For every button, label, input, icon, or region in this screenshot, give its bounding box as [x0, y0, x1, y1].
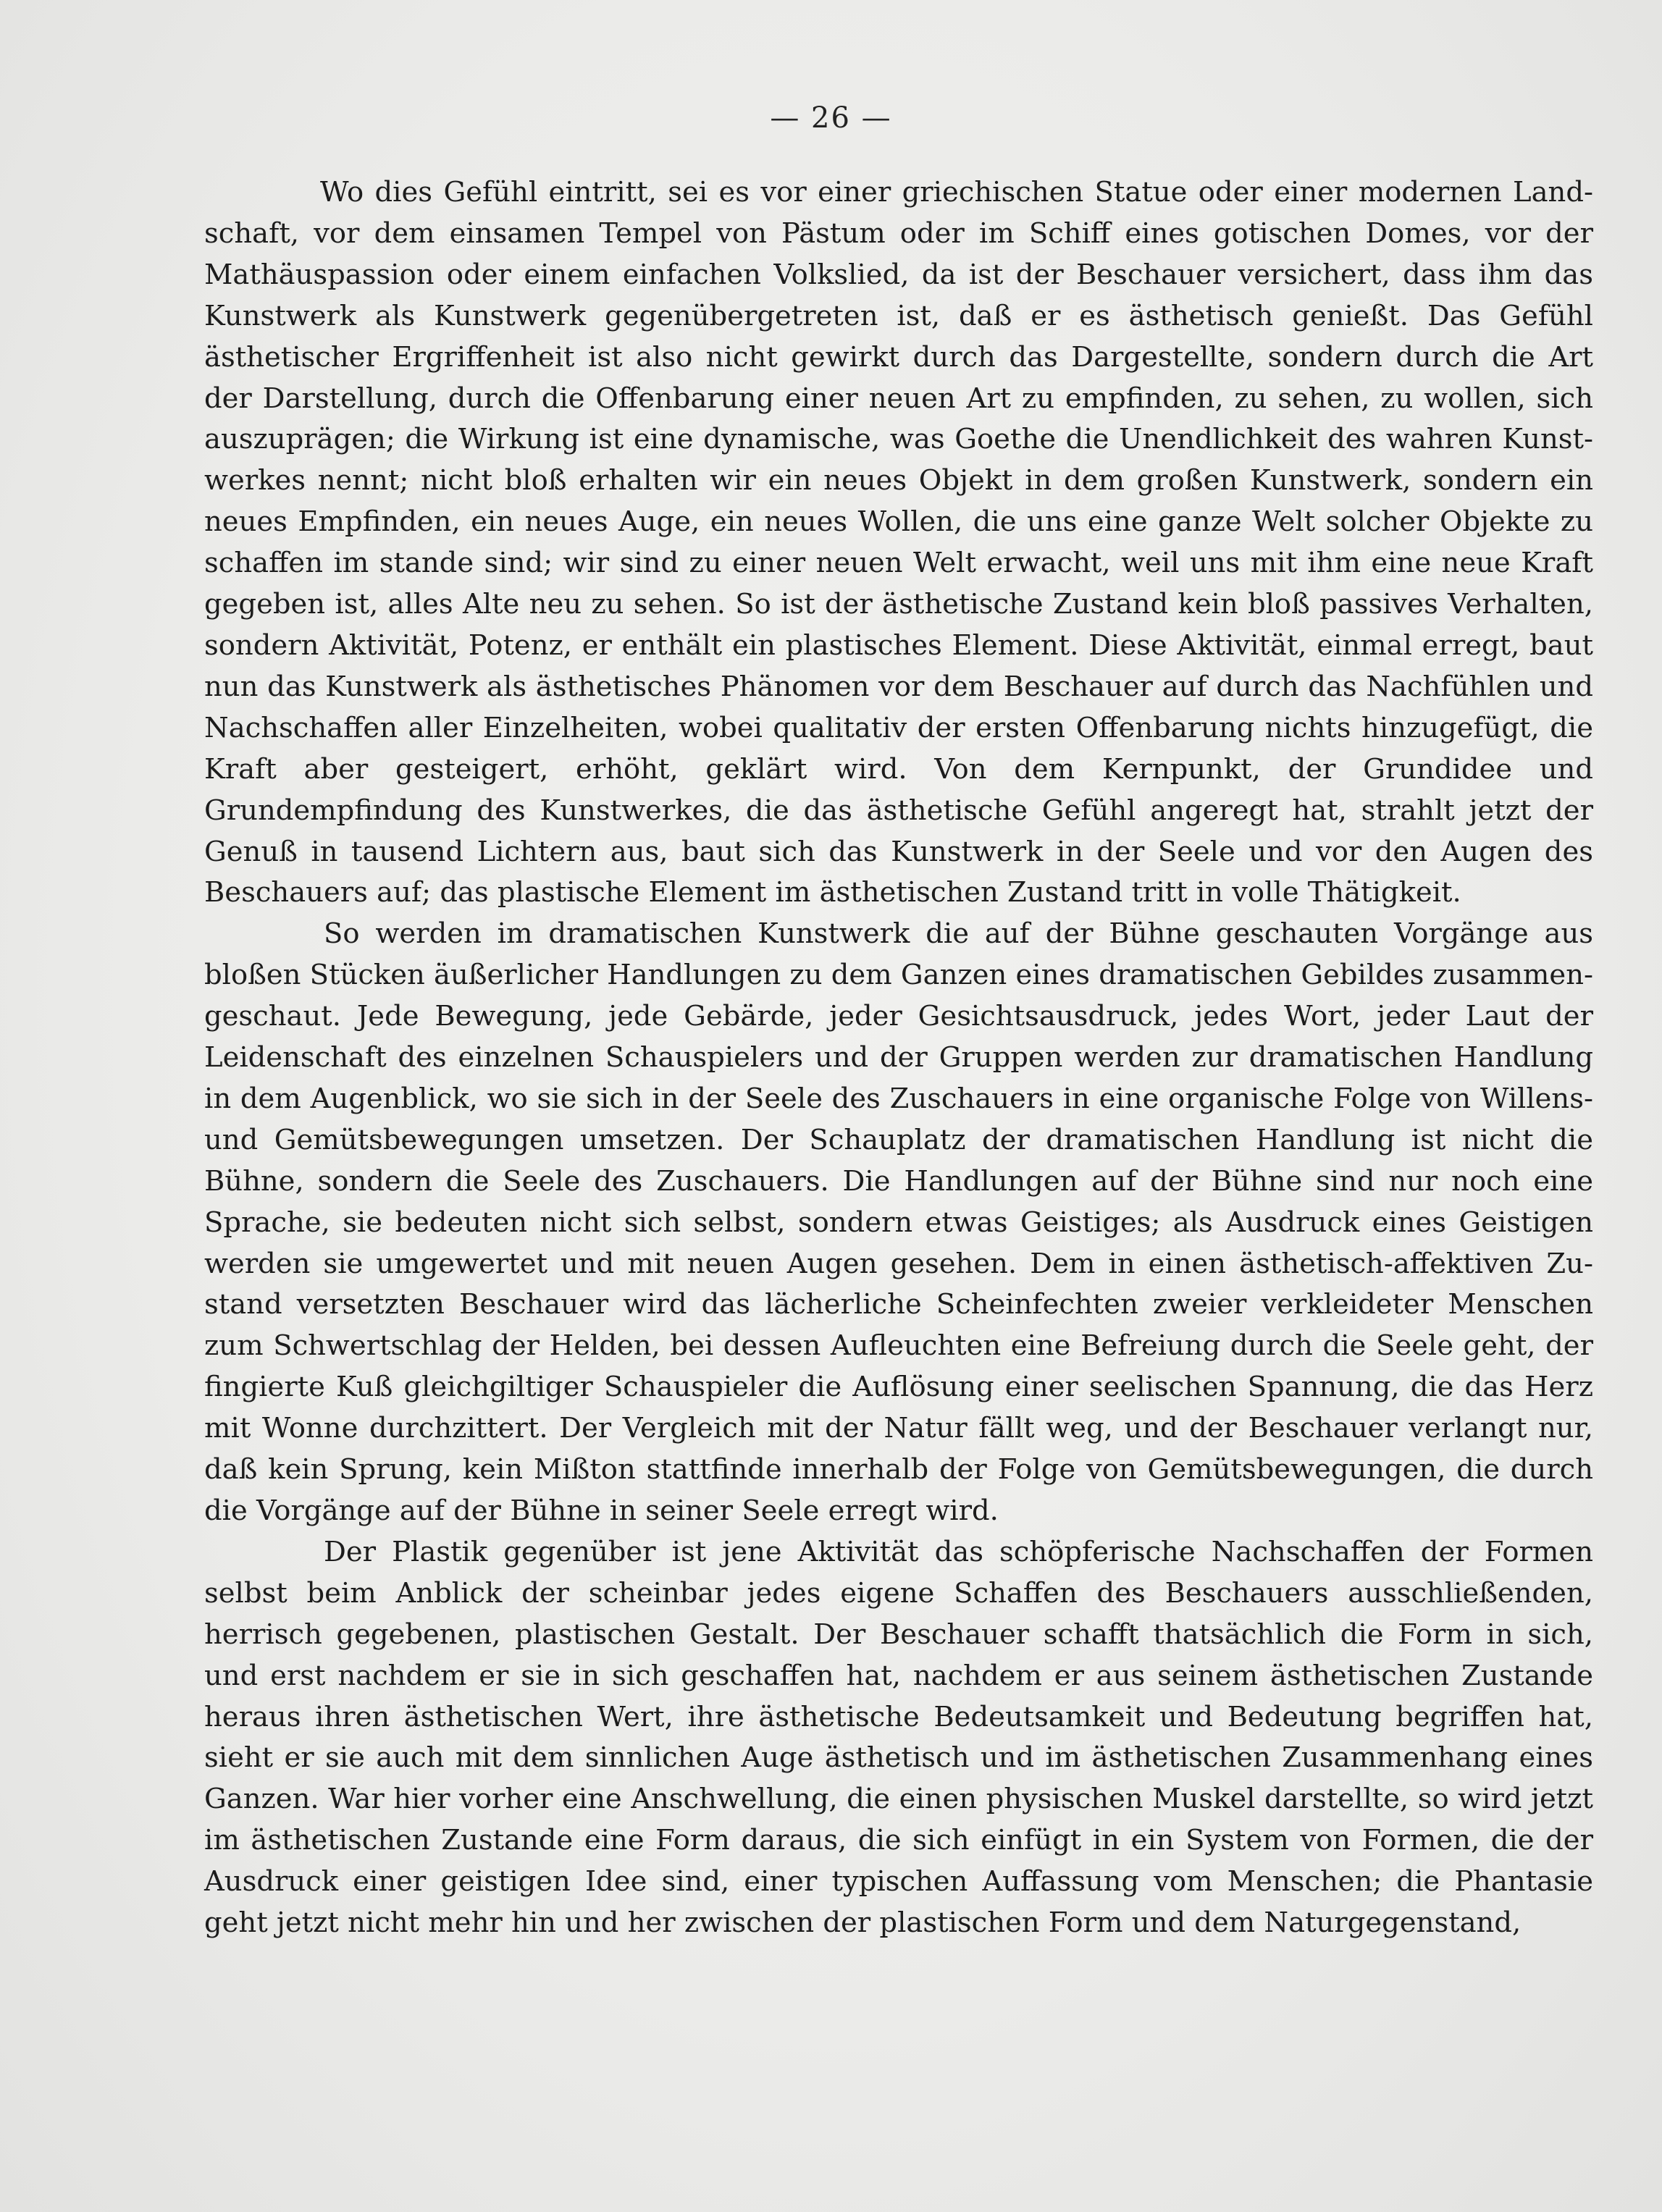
paragraph-2: So werden im dramatischen Kunstwerk die auf der Bühne geschauten Vorgänge aus bloßen Stücken äußerlicher Handlungen zu dem Ganzen eines dramatischen Gebildes zusammengeschaut. Jede Bewegung, jede Gebärde, jeder Gesichtsausdruck, jedes Wort, jeder Laut der Leidenschaft des einzelnen Schauspielers und der Gruppen werden zur dramatischen Handlung in dem Augenblick, wo sie sich in der Seele des Zuschauers in eine organische Folge von Willens- und Gemütsbewegungen umsetzen. Der Schauplatz der dramatischen Handlung ist nicht die Bühne, sondern die Seele des Zuschauers. Die Handlungen auf der Bühne sind nur noch eine Sprache, sie bedeuten nicht sich selbst, sondern etwas Geistiges; als Ausdruck eines Geistigen werden sie umgewertet und mit neuen Augen gesehen. Dem in einen ästhetisch-affektiven Zustand versetzten Beschauer wird das lächerliche Scheinfechten zweier verkleideter Menschen zum Schwertschlag der Helden, bei dessen Aufleuchten eine Befreiung durch die Seele geht, der fingierte Kuß gleichgiltiger Schauspieler die Auflösung einer seelischen Spannung, die das Herz mit Wonne durchzittert. Der Vergleich mit der Natur fällt weg, und der Beschauer verlangt nur, daß kein Sprung, kein Mißton stattfinde innerhalb der Folge von Gemütsbewegungen, die durch die Vorgänge auf der Bühne in seiner Seele erregt wird.	[204, 917, 1594, 1527]
paragraph-1: Wo dies Gefühl eintritt, sei es vor einer griechischen Statue oder einer modernen Landschaft, vor dem einsamen Tempel von Pästum oder im Schiff eines gotischen Domes, vor der Mathäuspassion oder einem einfachen Volkslied, da ist der Beschauer versichert, dass ihm das Kunstwerk als Kunstwerk gegenübergetreten ist, daß er es ästhetisch genießt. Das Gefühl ästhetischer Ergriffenheit ist also nicht gewirkt durch das Dargestellte, sondern durch die Art der Darstellung, durch die Offenbarung einer neuen Art zu empfinden, zu sehen, zu wollen, sich auszuprägen; die Wirkung ist eine dynamische, was Goethe die Unendlichkeit des wahren Kunstwerkes nennt; nicht bloß erhalten wir ein neues Objekt in dem großen Kunstwerk, sondern ein neues Empfinden, ein neues Auge, ein neues Wollen, die uns eine ganze Welt solcher Objekte zu schaffen im stande sind; wir sind zu einer neuen Welt erwacht, weil uns mit ihm eine neue Kraft gegeben ist, alles Alte neu zu sehen. So ist der ästhetische Zustand kein bloß passives Verhalten, sondern Aktivität, Potenz, er enthält ein plastisches Element. Diese Aktivität, einmal erregt, baut nun das Kunstwerk als ästhetisches Phänomen vor dem Beschauer auf durch das Nachfühlen und Nachschaffen aller Einzelheiten, wobei qualitativ der ersten Offenbarung nichts hinzugefügt, die Kraft aber gesteigert, erhöht, geklärt wird. Von dem Kernpunkt, der Grundidee und Grundempfindung des Kunstwerkes, die das ästhetische Gefühl angeregt hat, strahlt jetzt der Genuß in tausend Lichtern aus, baut sich das Kunstwerk in der Seele und vor den Augen des Beschauers auf; das plastische Element im ästhetischen Zustand tritt in volle Thätigkeit.	[204, 176, 1593, 909]
page-number: — 26 —	[770, 101, 892, 135]
body-text	[204, 172, 1593, 1944]
paragraph-3: Der Plastik gegenüber ist jene Aktivität das schöpferische Nachschaffen der Formen selbst beim Anblick der scheinbar jedes eigene Schaffen des Beschauers ausschließenden, herrisch gegebenen, plastischen Gestalt. Der Beschauer schafft thatsächlich die Form in sich, und erst nachdem er sie in sich geschaffen hat, nachdem er aus seinem ästhetischen Zustande heraus ihren ästhetischen Wert, ihre ästhetische Bedeutsamkeit und Bedeutung begriffen hat, sieht er sie auch mit dem sinnlichen Auge ästhetisch und im ästhetischen Zusammenhang eines Ganzen. War hier vorher eine Anschwellung, die einen physischen Muskel darstellte, so wird jetzt im ästhetischen Zustande eine Form daraus, die sich einfügt in ein System von Formen, die der Ausdruck einer geistigen Idee sind, einer typischen Auffassung vom Menschen; die Phantasie geht jetzt nicht mehr hin und her zwischen der plastischen Form und dem Naturgegenstand,	[204, 1535, 1593, 1940]
